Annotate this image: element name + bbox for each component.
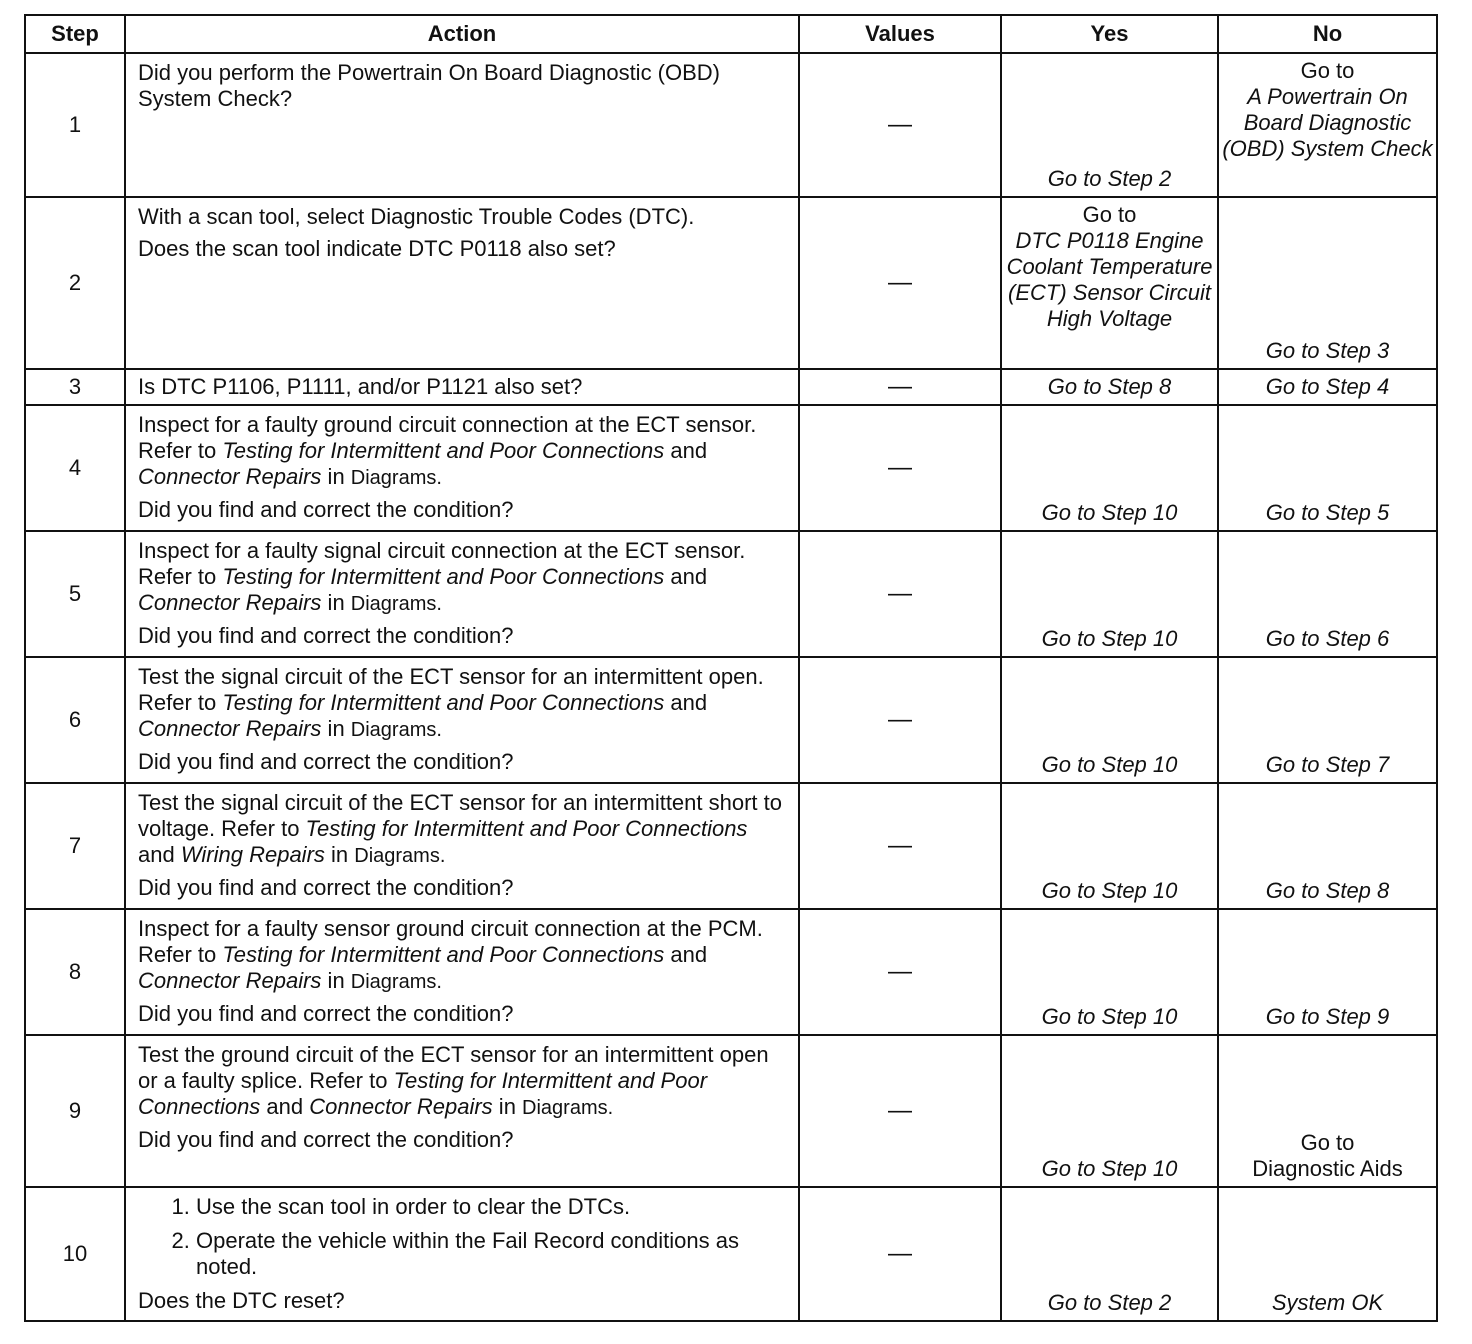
- go-to-label: Go to: [1300, 58, 1355, 83]
- yes-reference: DTC P0118 Engine Coolant Temperature (ECT) Sensor Circuit High Voltage: [1006, 228, 1213, 331]
- values-cell: —: [799, 783, 1001, 909]
- table-row: [25, 197, 1437, 369]
- values-cell: —: [799, 531, 1001, 657]
- no-cell: Go to Step 6: [1218, 531, 1437, 657]
- values-cell: —: [799, 657, 1001, 783]
- no-cell: Go to Step 7: [1218, 657, 1437, 783]
- action-text: Is DTC P1106, P1111, and/or P1121 also set?: [138, 374, 583, 399]
- yes-cell: Go to Step 10: [1001, 531, 1218, 657]
- header-yes: Yes: [1001, 15, 1218, 53]
- action-text: Inspect for a faulty ground circuit connection at the ECT sensor. Refer to Testing for Intermittent and Poor Connections and Connector Repairs in Diagrams.: [138, 412, 757, 489]
- reference-link: Connector Repairs: [138, 590, 322, 615]
- action-question: Does the DTC reset?: [138, 1288, 345, 1313]
- go-to-label: Go to: [1082, 202, 1137, 227]
- table-row: [25, 53, 1437, 197]
- values-cell: —: [799, 1035, 1001, 1187]
- yes-cell: Go to Step 10: [1001, 783, 1218, 909]
- action-cell: [125, 53, 799, 197]
- table-row: [25, 405, 1437, 531]
- table-row: [25, 531, 1437, 657]
- reference-link: Connector Repairs: [138, 464, 322, 489]
- yes-cell: Go to Step 2: [1001, 53, 1218, 197]
- values-cell: —: [799, 197, 1001, 369]
- reference-link: Testing for Intermittent and Poor Connections: [305, 816, 748, 841]
- reference-link: Testing for Intermittent and Poor Connections: [222, 438, 665, 463]
- no-cell: [1218, 53, 1437, 197]
- action-text: Test the signal circuit of the ECT sensor for an intermittent short to voltage. Refer to Testing for Intermittent and Poor Connections and Wiring Repairs in Diagrams.: [138, 790, 782, 867]
- step-number: 8: [25, 909, 125, 1035]
- reference-link: Connector Repairs: [138, 716, 322, 741]
- reference-link: Testing for Intermittent and Poor Connections: [222, 942, 665, 967]
- table-row: [25, 909, 1437, 1035]
- yes-cell: Go to Step 2: [1001, 1187, 1218, 1321]
- action-question: Did you find and correct the condition?: [138, 875, 514, 900]
- values-cell: —: [799, 1187, 1001, 1321]
- action-cell: [125, 783, 799, 909]
- action-cell: [125, 197, 799, 369]
- action-text: With a scan tool, select Diagnostic Trouble Codes (DTC).: [138, 204, 695, 229]
- yes-cell: Go to Step 10: [1001, 405, 1218, 531]
- diagnostic-table: [24, 14, 1438, 1322]
- no-cell: Go to Step 5: [1218, 405, 1437, 531]
- step-number: 9: [25, 1035, 125, 1187]
- header-action: Action: [125, 15, 799, 53]
- step-number: 5: [25, 531, 125, 657]
- no-cell: Go to Step 4: [1218, 369, 1437, 405]
- header-no: No: [1218, 15, 1437, 53]
- action-text: Test the signal circuit of the ECT sensor for an intermittent open. Refer to Testing for Intermittent and Poor Connections and Connector Repairs in Diagrams.: [138, 664, 764, 741]
- no-reference: A Powertrain On Board Diagnostic (OBD) System Check: [1222, 84, 1433, 161]
- reference-link: Testing for Intermittent and Poor Connections: [222, 564, 665, 589]
- action-cell: [125, 405, 799, 531]
- action-list: [138, 1194, 788, 1280]
- yes-cell: Go to Step 10: [1001, 1035, 1218, 1187]
- yes-cell: Go to Step 10: [1001, 909, 1218, 1035]
- action-question: Does the scan tool indicate DTC P0118 also set?: [138, 236, 616, 261]
- no-cell: [1218, 1035, 1437, 1187]
- action-cell: [125, 1187, 799, 1321]
- table-row: [25, 369, 1437, 405]
- no-cell: Go to Step 3: [1218, 197, 1437, 369]
- action-text: Inspect for a faulty signal circuit connection at the ECT sensor. Refer to Testing for Intermittent and Poor Connections and Connector Repairs in Diagrams.: [138, 538, 746, 615]
- step-number: 7: [25, 783, 125, 909]
- values-cell: —: [799, 369, 1001, 405]
- step-number: 2: [25, 197, 125, 369]
- no-cell: Go to Step 8: [1218, 783, 1437, 909]
- list-item: 2. Operate the vehicle within the Fail Record conditions as noted.: [196, 1228, 788, 1280]
- action-cell: [125, 531, 799, 657]
- no-cell: System OK: [1218, 1187, 1437, 1321]
- no-reference: Diagnostic Aids: [1252, 1156, 1403, 1181]
- yes-cell: Go to Step 10: [1001, 657, 1218, 783]
- action-question: Did you find and correct the condition?: [138, 623, 514, 648]
- step-number: 1: [25, 53, 125, 197]
- action-cell: [125, 1035, 799, 1187]
- go-to-label: Go to: [1300, 1130, 1355, 1155]
- no-cell: Go to Step 9: [1218, 909, 1437, 1035]
- action-text: Test the ground circuit of the ECT sensor for an intermittent open or a faulty splice. Refer to Testing for Intermittent and Poor Connections and Connector Repairs in Diagrams.: [138, 1042, 769, 1119]
- step-number: 6: [25, 657, 125, 783]
- yes-cell: Go to Step 8: [1001, 369, 1218, 405]
- reference-link: Testing for Intermittent and Poor Connections: [138, 1068, 708, 1119]
- table-row: [25, 657, 1437, 783]
- action-cell: [125, 909, 799, 1035]
- reference-link: Wiring Repairs: [180, 842, 325, 867]
- list-item: 1. Use the scan tool in order to clear the DTCs.: [196, 1194, 788, 1220]
- action-cell: [125, 657, 799, 783]
- reference-link: Connector Repairs: [138, 968, 322, 993]
- step-number: 10: [25, 1187, 125, 1321]
- table-row: [25, 783, 1437, 909]
- reference-link: Testing for Intermittent and Poor Connections: [222, 690, 665, 715]
- action-cell: [125, 369, 799, 405]
- action-question: Did you find and correct the condition?: [138, 497, 514, 522]
- action-question: Did you find and correct the condition?: [138, 749, 514, 774]
- table-row: [25, 1187, 1437, 1321]
- yes-cell: [1001, 197, 1218, 369]
- action-text: Did you perform the Powertrain On Board Diagnostic (OBD) System Check?: [138, 60, 721, 111]
- reference-link: Connector Repairs: [309, 1094, 493, 1119]
- step-number: 3: [25, 369, 125, 405]
- action-text: Inspect for a faulty sensor ground circuit connection at the PCM. Refer to Testing for Intermittent and Poor Connections and Connector Repairs in Diagrams.: [138, 916, 763, 993]
- values-cell: —: [799, 53, 1001, 197]
- values-cell: —: [799, 405, 1001, 531]
- table-row: [25, 1035, 1437, 1187]
- action-question: Did you find and correct the condition?: [138, 1127, 514, 1152]
- header-step: Step: [25, 15, 125, 53]
- step-number: 4: [25, 405, 125, 531]
- header-row: [25, 15, 1437, 53]
- action-question: Did you find and correct the condition?: [138, 1001, 514, 1026]
- header-values: Values: [799, 15, 1001, 53]
- values-cell: —: [799, 909, 1001, 1035]
